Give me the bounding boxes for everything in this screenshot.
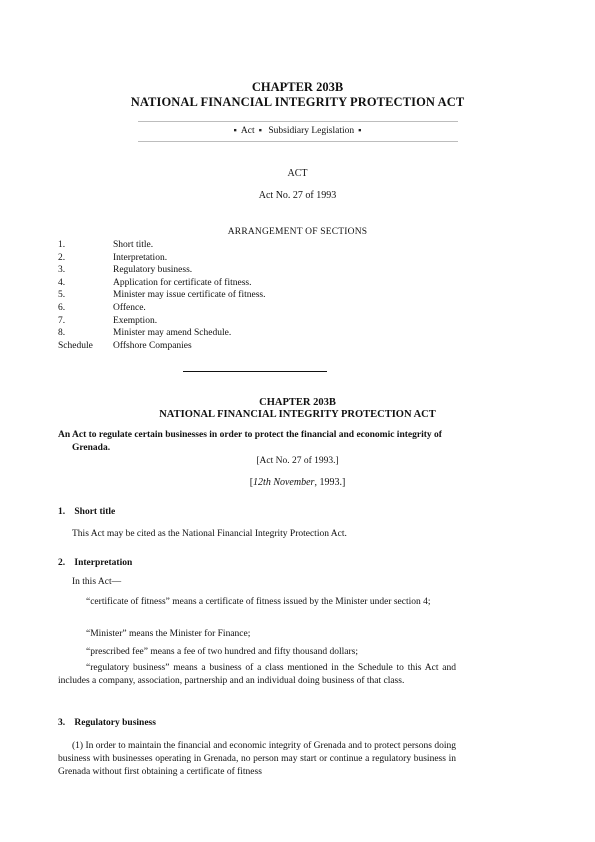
body-chapter-heading: CHAPTER 203B (259, 397, 336, 408)
toc-item-title: Exemption. (113, 315, 158, 326)
toc-item[interactable] (58, 239, 265, 252)
date-italic: 12th November (253, 477, 315, 488)
section-2-heading (58, 558, 132, 568)
section-number: 3. (58, 718, 66, 728)
toc-item-number: 5. (58, 290, 66, 301)
section-3-heading (58, 718, 156, 728)
toc-item[interactable] (58, 302, 265, 315)
toc-item[interactable] (58, 289, 265, 302)
toc-item[interactable] (58, 277, 265, 290)
top-divider (138, 121, 458, 122)
toc-item-title: Regulatory business. (113, 265, 193, 276)
date-suffix: , 1993.] (314, 477, 346, 488)
section-1-text: This Act may be cited as the National Financial Integrity Protection Act. (72, 529, 347, 539)
toc-item[interactable] (58, 340, 265, 353)
definition-certificate-of-fitness: “certificate of fitness” means a certificate of fitness issued by the Minister under section 4; (86, 597, 431, 607)
nav-link-subsidiary-legislation[interactable]: Subsidiary Legislation (268, 126, 355, 136)
document-nav (0, 126, 595, 136)
definition-minister: “Minister” means the Minister for Finance; (86, 629, 251, 639)
toc-item[interactable] (58, 252, 265, 265)
long-title: An Act to regulate certain businesses in order to protect the financial and economic integrity of Grenada. (58, 430, 442, 453)
arrangement-of-sections-list (58, 239, 265, 352)
section-number: 2. (58, 558, 66, 568)
definition-regulatory-business: “regulatory business” means a business of a class mentioned in the Schedule to this Act and includes a company, association, partnership and an individual doing business of that class. (58, 663, 456, 686)
section-separator (183, 371, 327, 372)
toc-item-number: 6. (58, 302, 66, 313)
toc-item-number: 2. (58, 252, 66, 263)
toc-item-number: 3. (58, 265, 66, 276)
toc-item[interactable] (58, 264, 265, 277)
toc-item-title: Offshore Companies (113, 340, 192, 351)
act-title-heading: NATIONAL FINANCIAL INTEGRITY PROTECTION ACT (130, 95, 465, 109)
nav-divider (138, 141, 458, 142)
section-2-intro: In this Act— (72, 577, 122, 587)
bullet-icon: ▪ (358, 126, 362, 136)
body-act-title: NATIONAL FINANCIAL INTEGRITY PROTECTION ACT (159, 409, 436, 420)
act-heading: ACT (287, 168, 308, 179)
toc-item[interactable] (58, 327, 265, 340)
toc-item-title: Short title. (113, 240, 154, 250)
act-number: Act No. 27 of 1993 (258, 190, 337, 201)
toc-item-title: Application for certificate of fitness. (113, 277, 252, 288)
section-3-paragraph-1: (1) In order to maintain the financial and economic integrity of Grenada and to protect persons doing business with businesses operating in Grenada, no person may start or continue a regulatory business in Grenada without first obtaining a certificate of fitness (58, 741, 456, 777)
toc-item-title: Minister may issue certificate of fitness. (113, 290, 266, 301)
act-reference: [Act No. 27 of 1993.] (256, 456, 339, 466)
toc-item-number: Schedule (58, 340, 93, 351)
nav-link-act[interactable]: Act (240, 126, 255, 136)
toc-item-number: 7. (58, 315, 66, 326)
section-title: Regulatory business (74, 718, 156, 728)
section-number: 1. (58, 507, 66, 517)
arrangement-heading: ARRANGEMENT OF SECTIONS (227, 227, 368, 237)
toc-item-title: Offence. (113, 302, 146, 313)
date-prefix: [ (249, 477, 254, 488)
bullet-icon: ▪ (258, 126, 262, 136)
toc-item-number: 4. (58, 277, 66, 288)
section-1-heading (58, 507, 115, 517)
toc-item-title: Interpretation. (113, 252, 168, 263)
commencement-date (0, 477, 595, 488)
toc-item-number: 1. (58, 240, 66, 250)
definition-prescribed-fee: “prescribed fee” means a fee of two hundred and fifty thousand dollars; (86, 647, 358, 657)
section-title: Interpretation (74, 558, 133, 568)
toc-item[interactable] (58, 315, 265, 328)
section-title: Short title (74, 507, 116, 517)
bullet-icon: ▪ (233, 126, 237, 136)
chapter-heading: CHAPTER 203B (251, 80, 344, 94)
toc-item-number: 8. (58, 328, 66, 339)
toc-item-title: Minister may amend Schedule. (113, 328, 232, 339)
